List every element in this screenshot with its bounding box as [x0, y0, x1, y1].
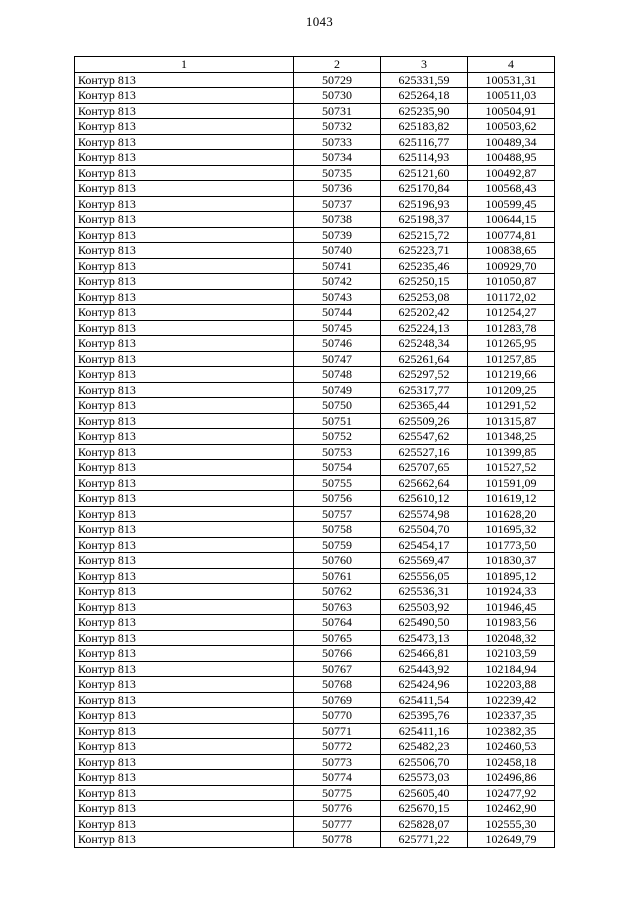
y-coordinate-cell: 102382,35 — [468, 723, 555, 739]
contour-name-cell: Контур 813 — [75, 646, 294, 662]
x-coordinate-cell: 625509,26 — [381, 413, 468, 429]
table-row — [75, 367, 555, 383]
table-row — [75, 72, 555, 88]
contour-name-cell: Контур 813 — [75, 134, 294, 150]
point-number-cell: 50738 — [294, 212, 381, 228]
x-coordinate-cell: 625331,59 — [381, 72, 468, 88]
table-row — [75, 475, 555, 491]
table-row — [75, 289, 555, 305]
x-coordinate-cell: 625574,98 — [381, 506, 468, 522]
point-number-cell: 50769 — [294, 692, 381, 708]
header-row — [75, 57, 555, 73]
contour-name-cell: Контур 813 — [75, 72, 294, 88]
contour-name-cell: Контур 813 — [75, 739, 294, 755]
point-number-cell: 50758 — [294, 522, 381, 538]
point-number-cell: 50766 — [294, 646, 381, 662]
contour-name-cell: Контур 813 — [75, 692, 294, 708]
x-coordinate-cell: 625482,23 — [381, 739, 468, 755]
contour-name-cell: Контур 813 — [75, 103, 294, 119]
point-number-cell: 50746 — [294, 336, 381, 352]
y-coordinate-cell: 101291,52 — [468, 398, 555, 414]
x-coordinate-cell: 625662,64 — [381, 475, 468, 491]
point-number-cell: 50731 — [294, 103, 381, 119]
x-coordinate-cell: 625183,82 — [381, 119, 468, 135]
point-number-cell: 50768 — [294, 677, 381, 693]
y-coordinate-cell: 100492,87 — [468, 165, 555, 181]
contour-name-cell: Контур 813 — [75, 88, 294, 104]
y-coordinate-cell: 102496,86 — [468, 770, 555, 786]
y-coordinate-cell: 100531,31 — [468, 72, 555, 88]
table-row — [75, 522, 555, 538]
x-coordinate-cell: 625235,90 — [381, 103, 468, 119]
point-number-cell: 50767 — [294, 661, 381, 677]
x-coordinate-cell: 625504,70 — [381, 522, 468, 538]
contour-name-cell: Контур 813 — [75, 398, 294, 414]
table-row — [75, 599, 555, 615]
contour-name-cell: Контур 813 — [75, 150, 294, 166]
point-number-cell: 50760 — [294, 553, 381, 569]
point-number-cell: 50741 — [294, 258, 381, 274]
contour-name-cell: Контур 813 — [75, 661, 294, 677]
x-coordinate-cell: 625454,17 — [381, 537, 468, 553]
x-coordinate-cell: 625261,64 — [381, 351, 468, 367]
table-row — [75, 584, 555, 600]
contour-name-cell: Контур 813 — [75, 382, 294, 398]
table-row — [75, 537, 555, 553]
y-coordinate-cell: 100929,70 — [468, 258, 555, 274]
table-row — [75, 739, 555, 755]
table-row — [75, 677, 555, 693]
y-coordinate-cell: 100489,34 — [468, 134, 555, 150]
y-coordinate-cell: 101050,87 — [468, 274, 555, 290]
x-coordinate-cell: 625506,70 — [381, 754, 468, 770]
table-row — [75, 615, 555, 631]
point-number-cell: 50737 — [294, 196, 381, 212]
y-coordinate-cell: 102203,88 — [468, 677, 555, 693]
contour-name-cell: Контур 813 — [75, 274, 294, 290]
x-coordinate-cell: 625443,92 — [381, 661, 468, 677]
table-row — [75, 816, 555, 832]
y-coordinate-cell: 100568,43 — [468, 181, 555, 197]
y-coordinate-cell: 102649,79 — [468, 832, 555, 848]
table-row — [75, 88, 555, 104]
y-coordinate-cell: 101315,87 — [468, 413, 555, 429]
contour-name-cell: Контур 813 — [75, 816, 294, 832]
contour-name-cell: Контур 813 — [75, 584, 294, 600]
point-number-cell: 50732 — [294, 119, 381, 135]
point-number-cell: 50734 — [294, 150, 381, 166]
contour-name-cell: Контур 813 — [75, 506, 294, 522]
point-number-cell: 50745 — [294, 320, 381, 336]
point-number-cell: 50754 — [294, 460, 381, 476]
y-coordinate-cell: 101283,78 — [468, 320, 555, 336]
x-coordinate-cell: 625527,16 — [381, 444, 468, 460]
y-coordinate-cell: 101527,52 — [468, 460, 555, 476]
table-row — [75, 274, 555, 290]
page-number: 1043 — [305, 14, 334, 29]
x-coordinate-cell: 625116,77 — [381, 134, 468, 150]
y-coordinate-cell: 100488,95 — [468, 150, 555, 166]
table-row — [75, 801, 555, 817]
x-coordinate-cell: 625828,07 — [381, 816, 468, 832]
point-number-cell: 50778 — [294, 832, 381, 848]
y-coordinate-cell: 102239,42 — [468, 692, 555, 708]
x-coordinate-cell: 625235,46 — [381, 258, 468, 274]
contour-name-cell: Контур 813 — [75, 320, 294, 336]
point-number-cell: 50736 — [294, 181, 381, 197]
x-coordinate-cell: 625556,05 — [381, 568, 468, 584]
table-row — [75, 708, 555, 724]
table-row — [75, 165, 555, 181]
y-coordinate-cell: 101265,95 — [468, 336, 555, 352]
y-coordinate-cell: 101591,09 — [468, 475, 555, 491]
y-coordinate-cell: 101830,37 — [468, 553, 555, 569]
contour-name-cell: Контур 813 — [75, 754, 294, 770]
contour-name-cell: Контур 813 — [75, 429, 294, 445]
contour-name-cell: Контур 813 — [75, 305, 294, 321]
point-number-cell: 50733 — [294, 134, 381, 150]
table-row — [75, 661, 555, 677]
y-coordinate-cell: 101219,66 — [468, 367, 555, 383]
point-number-cell: 50747 — [294, 351, 381, 367]
x-coordinate-cell: 625569,47 — [381, 553, 468, 569]
contour-name-cell: Контур 813 — [75, 196, 294, 212]
point-number-cell: 50763 — [294, 599, 381, 615]
point-number-cell: 50765 — [294, 630, 381, 646]
contour-name-cell: Контур 813 — [75, 537, 294, 553]
point-number-cell: 50777 — [294, 816, 381, 832]
y-coordinate-cell: 102477,92 — [468, 785, 555, 801]
point-number-cell: 50764 — [294, 615, 381, 631]
table-row — [75, 351, 555, 367]
point-number-cell: 50762 — [294, 584, 381, 600]
coordinates-table — [74, 56, 555, 848]
y-coordinate-cell: 101348,25 — [468, 429, 555, 445]
point-number-cell: 50750 — [294, 398, 381, 414]
contour-name-cell: Контур 813 — [75, 553, 294, 569]
column-header-3: 3 — [381, 57, 468, 73]
x-coordinate-cell: 625670,15 — [381, 801, 468, 817]
y-coordinate-cell: 100774,81 — [468, 227, 555, 243]
point-number-cell: 50771 — [294, 723, 381, 739]
table-header — [75, 57, 555, 73]
y-coordinate-cell: 101895,12 — [468, 568, 555, 584]
table-row — [75, 568, 555, 584]
table-row — [75, 429, 555, 445]
contour-name-cell: Контур 813 — [75, 615, 294, 631]
point-number-cell: 50740 — [294, 243, 381, 259]
x-coordinate-cell: 625547,62 — [381, 429, 468, 445]
contour-name-cell: Контур 813 — [75, 723, 294, 739]
table-row — [75, 832, 555, 848]
y-coordinate-cell: 101619,12 — [468, 491, 555, 507]
point-number-cell: 50743 — [294, 289, 381, 305]
y-coordinate-cell: 102555,30 — [468, 816, 555, 832]
x-coordinate-cell: 625224,13 — [381, 320, 468, 336]
contour-name-cell: Контур 813 — [75, 599, 294, 615]
contour-name-cell: Контур 813 — [75, 801, 294, 817]
contour-name-cell: Контур 813 — [75, 491, 294, 507]
x-coordinate-cell: 625610,12 — [381, 491, 468, 507]
point-number-cell: 50761 — [294, 568, 381, 584]
contour-name-cell: Контур 813 — [75, 770, 294, 786]
y-coordinate-cell: 101695,32 — [468, 522, 555, 538]
table-row — [75, 785, 555, 801]
x-coordinate-cell: 625707,65 — [381, 460, 468, 476]
y-coordinate-cell: 102103,59 — [468, 646, 555, 662]
column-header-4: 4 — [468, 57, 555, 73]
table-body — [75, 72, 555, 847]
table-row — [75, 227, 555, 243]
x-coordinate-cell: 625223,71 — [381, 243, 468, 259]
y-coordinate-cell: 100504,91 — [468, 103, 555, 119]
table-row — [75, 630, 555, 646]
table-row — [75, 413, 555, 429]
contour-name-cell: Контур 813 — [75, 212, 294, 228]
y-coordinate-cell: 101257,85 — [468, 351, 555, 367]
column-header-1: 1 — [75, 57, 294, 73]
x-coordinate-cell: 625473,13 — [381, 630, 468, 646]
y-coordinate-cell: 100644,15 — [468, 212, 555, 228]
point-number-cell: 50751 — [294, 413, 381, 429]
table-row — [75, 103, 555, 119]
table-row — [75, 398, 555, 414]
point-number-cell: 50729 — [294, 72, 381, 88]
y-coordinate-cell: 100838,65 — [468, 243, 555, 259]
x-coordinate-cell: 625253,08 — [381, 289, 468, 305]
contour-name-cell: Контур 813 — [75, 785, 294, 801]
x-coordinate-cell: 625466,81 — [381, 646, 468, 662]
contour-name-cell: Контур 813 — [75, 165, 294, 181]
y-coordinate-cell: 101254,27 — [468, 305, 555, 321]
y-coordinate-cell: 100511,03 — [468, 88, 555, 104]
x-coordinate-cell: 625170,84 — [381, 181, 468, 197]
table-row — [75, 770, 555, 786]
column-header-2: 2 — [294, 57, 381, 73]
contour-name-cell: Контур 813 — [75, 475, 294, 491]
contour-name-cell: Контур 813 — [75, 336, 294, 352]
x-coordinate-cell: 625297,52 — [381, 367, 468, 383]
x-coordinate-cell: 625121,60 — [381, 165, 468, 181]
y-coordinate-cell: 101209,25 — [468, 382, 555, 398]
table-row — [75, 243, 555, 259]
contour-name-cell: Контур 813 — [75, 568, 294, 584]
point-number-cell: 50774 — [294, 770, 381, 786]
table-row — [75, 723, 555, 739]
x-coordinate-cell: 625317,77 — [381, 382, 468, 398]
x-coordinate-cell: 625202,42 — [381, 305, 468, 321]
point-number-cell: 50752 — [294, 429, 381, 445]
x-coordinate-cell: 625536,31 — [381, 584, 468, 600]
point-number-cell: 50757 — [294, 506, 381, 522]
x-coordinate-cell: 625411,16 — [381, 723, 468, 739]
x-coordinate-cell: 625771,22 — [381, 832, 468, 848]
y-coordinate-cell: 100503,62 — [468, 119, 555, 135]
x-coordinate-cell: 625490,50 — [381, 615, 468, 631]
point-number-cell: 50739 — [294, 227, 381, 243]
y-coordinate-cell: 101628,20 — [468, 506, 555, 522]
point-number-cell: 50756 — [294, 491, 381, 507]
contour-name-cell: Контур 813 — [75, 708, 294, 724]
table-row — [75, 305, 555, 321]
x-coordinate-cell: 625196,93 — [381, 196, 468, 212]
contour-name-cell: Контур 813 — [75, 460, 294, 476]
x-coordinate-cell: 625411,54 — [381, 692, 468, 708]
contour-name-cell: Контур 813 — [75, 367, 294, 383]
contour-name-cell: Контур 813 — [75, 677, 294, 693]
point-number-cell: 50770 — [294, 708, 381, 724]
y-coordinate-cell: 101172,02 — [468, 289, 555, 305]
x-coordinate-cell: 625215,72 — [381, 227, 468, 243]
x-coordinate-cell: 625264,18 — [381, 88, 468, 104]
table-row — [75, 692, 555, 708]
table-row — [75, 491, 555, 507]
point-number-cell: 50772 — [294, 739, 381, 755]
y-coordinate-cell: 101924,33 — [468, 584, 555, 600]
x-coordinate-cell: 625605,40 — [381, 785, 468, 801]
point-number-cell: 50755 — [294, 475, 381, 491]
y-coordinate-cell: 101983,56 — [468, 615, 555, 631]
y-coordinate-cell: 101946,45 — [468, 599, 555, 615]
contour-name-cell: Контур 813 — [75, 227, 294, 243]
x-coordinate-cell: 625573,03 — [381, 770, 468, 786]
table-row — [75, 119, 555, 135]
x-coordinate-cell: 625248,34 — [381, 336, 468, 352]
point-number-cell: 50735 — [294, 165, 381, 181]
x-coordinate-cell: 625198,37 — [381, 212, 468, 228]
table-row — [75, 754, 555, 770]
x-coordinate-cell: 625503,92 — [381, 599, 468, 615]
table-row — [75, 258, 555, 274]
x-coordinate-cell: 625365,44 — [381, 398, 468, 414]
point-number-cell: 50776 — [294, 801, 381, 817]
table-row — [75, 212, 555, 228]
point-number-cell: 50742 — [294, 274, 381, 290]
contour-name-cell: Контур 813 — [75, 522, 294, 538]
table-row — [75, 336, 555, 352]
table-row — [75, 382, 555, 398]
table-row — [75, 150, 555, 166]
point-number-cell: 50753 — [294, 444, 381, 460]
point-number-cell: 50775 — [294, 785, 381, 801]
table-row — [75, 134, 555, 150]
table-row — [75, 460, 555, 476]
point-number-cell: 50730 — [294, 88, 381, 104]
table-row — [75, 181, 555, 197]
point-number-cell: 50749 — [294, 382, 381, 398]
contour-name-cell: Контур 813 — [75, 832, 294, 848]
x-coordinate-cell: 625114,93 — [381, 150, 468, 166]
contour-name-cell: Контур 813 — [75, 258, 294, 274]
y-coordinate-cell: 102458,18 — [468, 754, 555, 770]
contour-name-cell: Контур 813 — [75, 181, 294, 197]
y-coordinate-cell: 102337,35 — [468, 708, 555, 724]
y-coordinate-cell: 102184,94 — [468, 661, 555, 677]
contour-name-cell: Контур 813 — [75, 119, 294, 135]
point-number-cell: 50759 — [294, 537, 381, 553]
point-number-cell: 50748 — [294, 367, 381, 383]
table-row — [75, 444, 555, 460]
y-coordinate-cell: 101773,50 — [468, 537, 555, 553]
contour-name-cell: Контур 813 — [75, 413, 294, 429]
x-coordinate-cell: 625424,96 — [381, 677, 468, 693]
x-coordinate-cell: 625395,76 — [381, 708, 468, 724]
y-coordinate-cell: 100599,45 — [468, 196, 555, 212]
table-row — [75, 646, 555, 662]
contour-name-cell: Контур 813 — [75, 289, 294, 305]
contour-name-cell: Контур 813 — [75, 444, 294, 460]
table-row — [75, 553, 555, 569]
point-number-cell: 50773 — [294, 754, 381, 770]
table-row — [75, 196, 555, 212]
y-coordinate-cell: 102460,53 — [468, 739, 555, 755]
contour-name-cell: Контур 813 — [75, 351, 294, 367]
contour-name-cell: Контур 813 — [75, 630, 294, 646]
table-row — [75, 506, 555, 522]
x-coordinate-cell: 625250,15 — [381, 274, 468, 290]
y-coordinate-cell: 102462,90 — [468, 801, 555, 817]
y-coordinate-cell: 101399,85 — [468, 444, 555, 460]
table-row — [75, 320, 555, 336]
y-coordinate-cell: 102048,32 — [468, 630, 555, 646]
contour-name-cell: Контур 813 — [75, 243, 294, 259]
point-number-cell: 50744 — [294, 305, 381, 321]
